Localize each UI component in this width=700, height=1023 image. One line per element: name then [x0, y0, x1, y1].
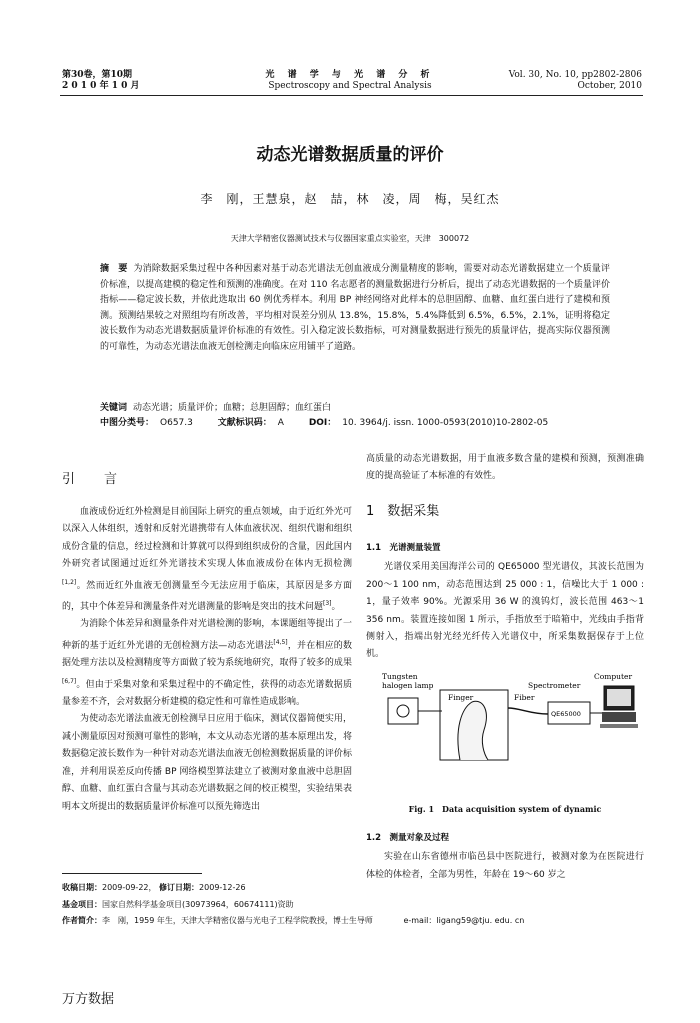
- intro-heading: 引 言: [62, 472, 126, 487]
- intro-p1-text-c: 。: [331, 602, 341, 613]
- subsection-heading: 1.2 测量对象及过程: [366, 833, 450, 843]
- received-date: 2009-09-22，: [102, 883, 157, 892]
- intro-p3-text: 为使动态光谱法血液无创检测早日应用于临床，测试仪器简便实用，减小测量原因对预测可靠性的影响，本文从动态光谱的基本原理出发，将数据稳定波长数作为一种针对动态光谱法血液无创检测数据质量的评价标准，并利用误差反向传播 BP 网络模型算法建立了被测对象血液中总胆固醇、血糖、血红蛋白含量与其动态光谱数据之间的校正模型，实验结果表明本文所提出的数据质量评价标准可以预先筛选出: [62, 714, 352, 812]
- intro-p2-text: 为消除个体差异和测量条件对光谱检测的影响，本课题组等提出了一种新的基于近红外光谱的无创检测方法—动态光谱法: [62, 619, 352, 651]
- date-en: October, 2010: [577, 81, 642, 91]
- section-1-heading: 1 数据采集: [366, 504, 440, 519]
- intro-paragraph: [62, 616, 352, 711]
- fund-label: 基金项目：: [62, 899, 102, 909]
- fund-text: 国家自然科学基金项目(30973964，60674111)资助: [102, 899, 294, 909]
- abstract-text: 为消除数据采集过程中各种因素对基于动态光谱法无创血液成分测量精度的影响，需要对动态光谱数据建立一个质量评价标准，以提高建模的稳定性和预测的准确度。在对 110 名志愿者的测量数据进行分析后，提出了动态光谱数据的一个质量评价指标——稳定波长数，并依此选取出 60 例优秀样本。利用 BP 神经网络对此样本的总胆固醇、血糖、血红蛋白进行了建模和预测。预测结果较之对照组均有所改善，平均相对误差分别从 13.8%，15.8%，5.4%降低到 6.5%，6.5%，2.1%，证明将稳定波长数作为动态光谱数据质量评价标准的有效性。引入稳定波长数指标，可对测量数据进行预先的质量评估，提高实际仪器预测的可靠性，为动态光谱法血液无创检测走向临床应用铺平了道路。: [100, 264, 610, 352]
- author-note-label: 作者简介：: [62, 916, 102, 925]
- citation: [4,5]: [273, 638, 288, 646]
- figure-1-caption: Fig. 1 Data acquisition system of dynamic: [408, 804, 602, 814]
- clc-value: O657.3: [160, 418, 193, 428]
- computer-icon: [600, 686, 638, 728]
- computer-label: Computer: [594, 672, 633, 681]
- footnote-dates: [62, 880, 642, 897]
- citation: [3]: [323, 600, 332, 608]
- section-1-2: [366, 830, 644, 884]
- continuation-text: 高质量的动态光谱数据，用于血液多数含量的建模和预测，预测准确度的提高验证了本标准的有效性。: [366, 454, 644, 482]
- keywords-block: [100, 401, 610, 431]
- intro-p2-text-b: ，并在相应的数据处理方法以及检测精度等方面做了较为系统地研究，取得了较多的成果: [62, 640, 352, 669]
- footnote-fund: [62, 897, 642, 914]
- citation: [1,2]: [62, 578, 77, 586]
- footnotes: [62, 880, 642, 930]
- author-note-text: 李 刚，1959 年生，天津大学精密仪器与光电子工程学院教授，博士生导师: [102, 916, 373, 925]
- volume-en: Vol. 30, No. 10, pp2802-2806: [508, 70, 642, 80]
- journal-title-en: Spectroscopy and Spectral Analysis: [268, 81, 432, 91]
- dark-box: [440, 690, 508, 760]
- doc-code-label: 文献标识码：: [217, 418, 272, 428]
- volume-cn: 第30卷，第10期: [62, 70, 133, 80]
- header-rule: [60, 95, 643, 96]
- intro-p2-text-c: 。但由于采集对象和采集过程中的不确定性，获得的动态光谱数据质量参差不齐，会对数据分析建模的稳定性和可靠性造成影响。: [62, 679, 352, 708]
- intro-body: [62, 504, 352, 816]
- keywords-label: 关键词: [100, 403, 128, 413]
- doi-value: 10. 3964/j. issn. 1000-0593(2010)10-2802-05: [342, 418, 549, 428]
- lamp-label-line2: halogen lamp: [382, 681, 434, 690]
- watermark: 万方数据: [62, 992, 115, 1007]
- classification: [100, 416, 610, 431]
- subsection-heading: 1.1 光谱测量装置: [366, 543, 441, 553]
- revised-date: 2009-12-26: [199, 883, 246, 892]
- paper-title: 动态光谱数据质量的评价: [256, 145, 444, 165]
- lamp-label-line1: Tungsten: [382, 672, 418, 681]
- journal-title-cn: 光 谱 学 与 光 谱 分 析: [265, 70, 435, 80]
- keywords-text: 动态光谱；质量评价；血糖；总胆固醇；血红蛋白: [133, 403, 332, 413]
- date-cn: 2 0 1 0 年 1 0 月: [62, 81, 140, 91]
- section-1-1: [366, 540, 644, 664]
- intro-paragraph: [62, 504, 352, 616]
- right-continuation: [366, 451, 644, 486]
- keywords: [100, 401, 610, 416]
- abstract: [100, 262, 610, 355]
- received-label: 收稿日期：: [62, 883, 102, 892]
- issue-info-en: [509, 70, 642, 92]
- fiber-line: [508, 693, 548, 714]
- clc-label: 中图分类号：: [100, 418, 155, 428]
- abstract-label: 摘 要: [100, 264, 128, 274]
- finger-label: Finger: [448, 693, 474, 702]
- author-list: 李 刚，王慧泉，赵 喆，林 凌，周 梅，吴红杰: [200, 192, 500, 206]
- section-paragraph: 实验在山东省德州市临邑县中医院进行，被测对象为在医院进行体检的体检者，全部为男性，年龄在 19～60 岁之: [366, 852, 644, 880]
- intro-paragraph: [62, 711, 352, 815]
- device-label: QE65000: [551, 710, 581, 718]
- doi-label: DOI：: [308, 418, 337, 428]
- affiliation: 天津大学精密仪器测试技术与仪器国家重点实验室，天津 300072: [230, 234, 470, 243]
- footnote-author: [62, 913, 642, 930]
- finger-shape: [458, 701, 488, 760]
- doc-code-value: A: [277, 418, 284, 428]
- author-email: e-mail：ligang59@tju. edu. cn: [403, 916, 525, 925]
- citation: [6,7]: [62, 677, 77, 685]
- revised-label: 修订日期：: [159, 883, 200, 892]
- intro-p1-text-b: 。然而近红外血液无创测量至今无法应用于临床，其原因是多方面的，其中个体差异和测量条件对光谱测量的影响是突出的技术问题: [62, 580, 352, 613]
- lamp-icon: [388, 698, 442, 724]
- spectrometer-box: [548, 702, 602, 724]
- spectrometer-label: Spectrometer: [528, 681, 581, 690]
- footnote-rule: [62, 873, 202, 874]
- fiber-label: Fiber: [514, 693, 535, 702]
- section-paragraph: 光谱仪采用美国海洋公司的 QE65000 型光谱仪，其波长范围为 200～1 100 nm，动态范围达到 25 000 : 1，信噪比大于 1 000 : 1，量子效率 90%。光源采用 36 W 的溴钨灯，波长范围 463～1 356 nm。装置连接如图 1 所示，手指放至于暗箱中，光线由手指背侧射入，指端出射光经光纤传入光谱仪中，所采集数据保存于上位机。: [366, 562, 644, 660]
- figure-1-diagram: [380, 668, 640, 778]
- intro-p1-text: 血液成份近红外检测是目前国际上研究的重点领域，由于近红外光可以深入人体组织，透射和反射光谱携带有人体血液状况、组织代谢和组织成份含量的信息，经过检测和计算就可以得到组织成份的含量，因此国内外研究者试图通过近红外光谱技术实现人体血液成份在体内无损检测: [62, 507, 352, 570]
